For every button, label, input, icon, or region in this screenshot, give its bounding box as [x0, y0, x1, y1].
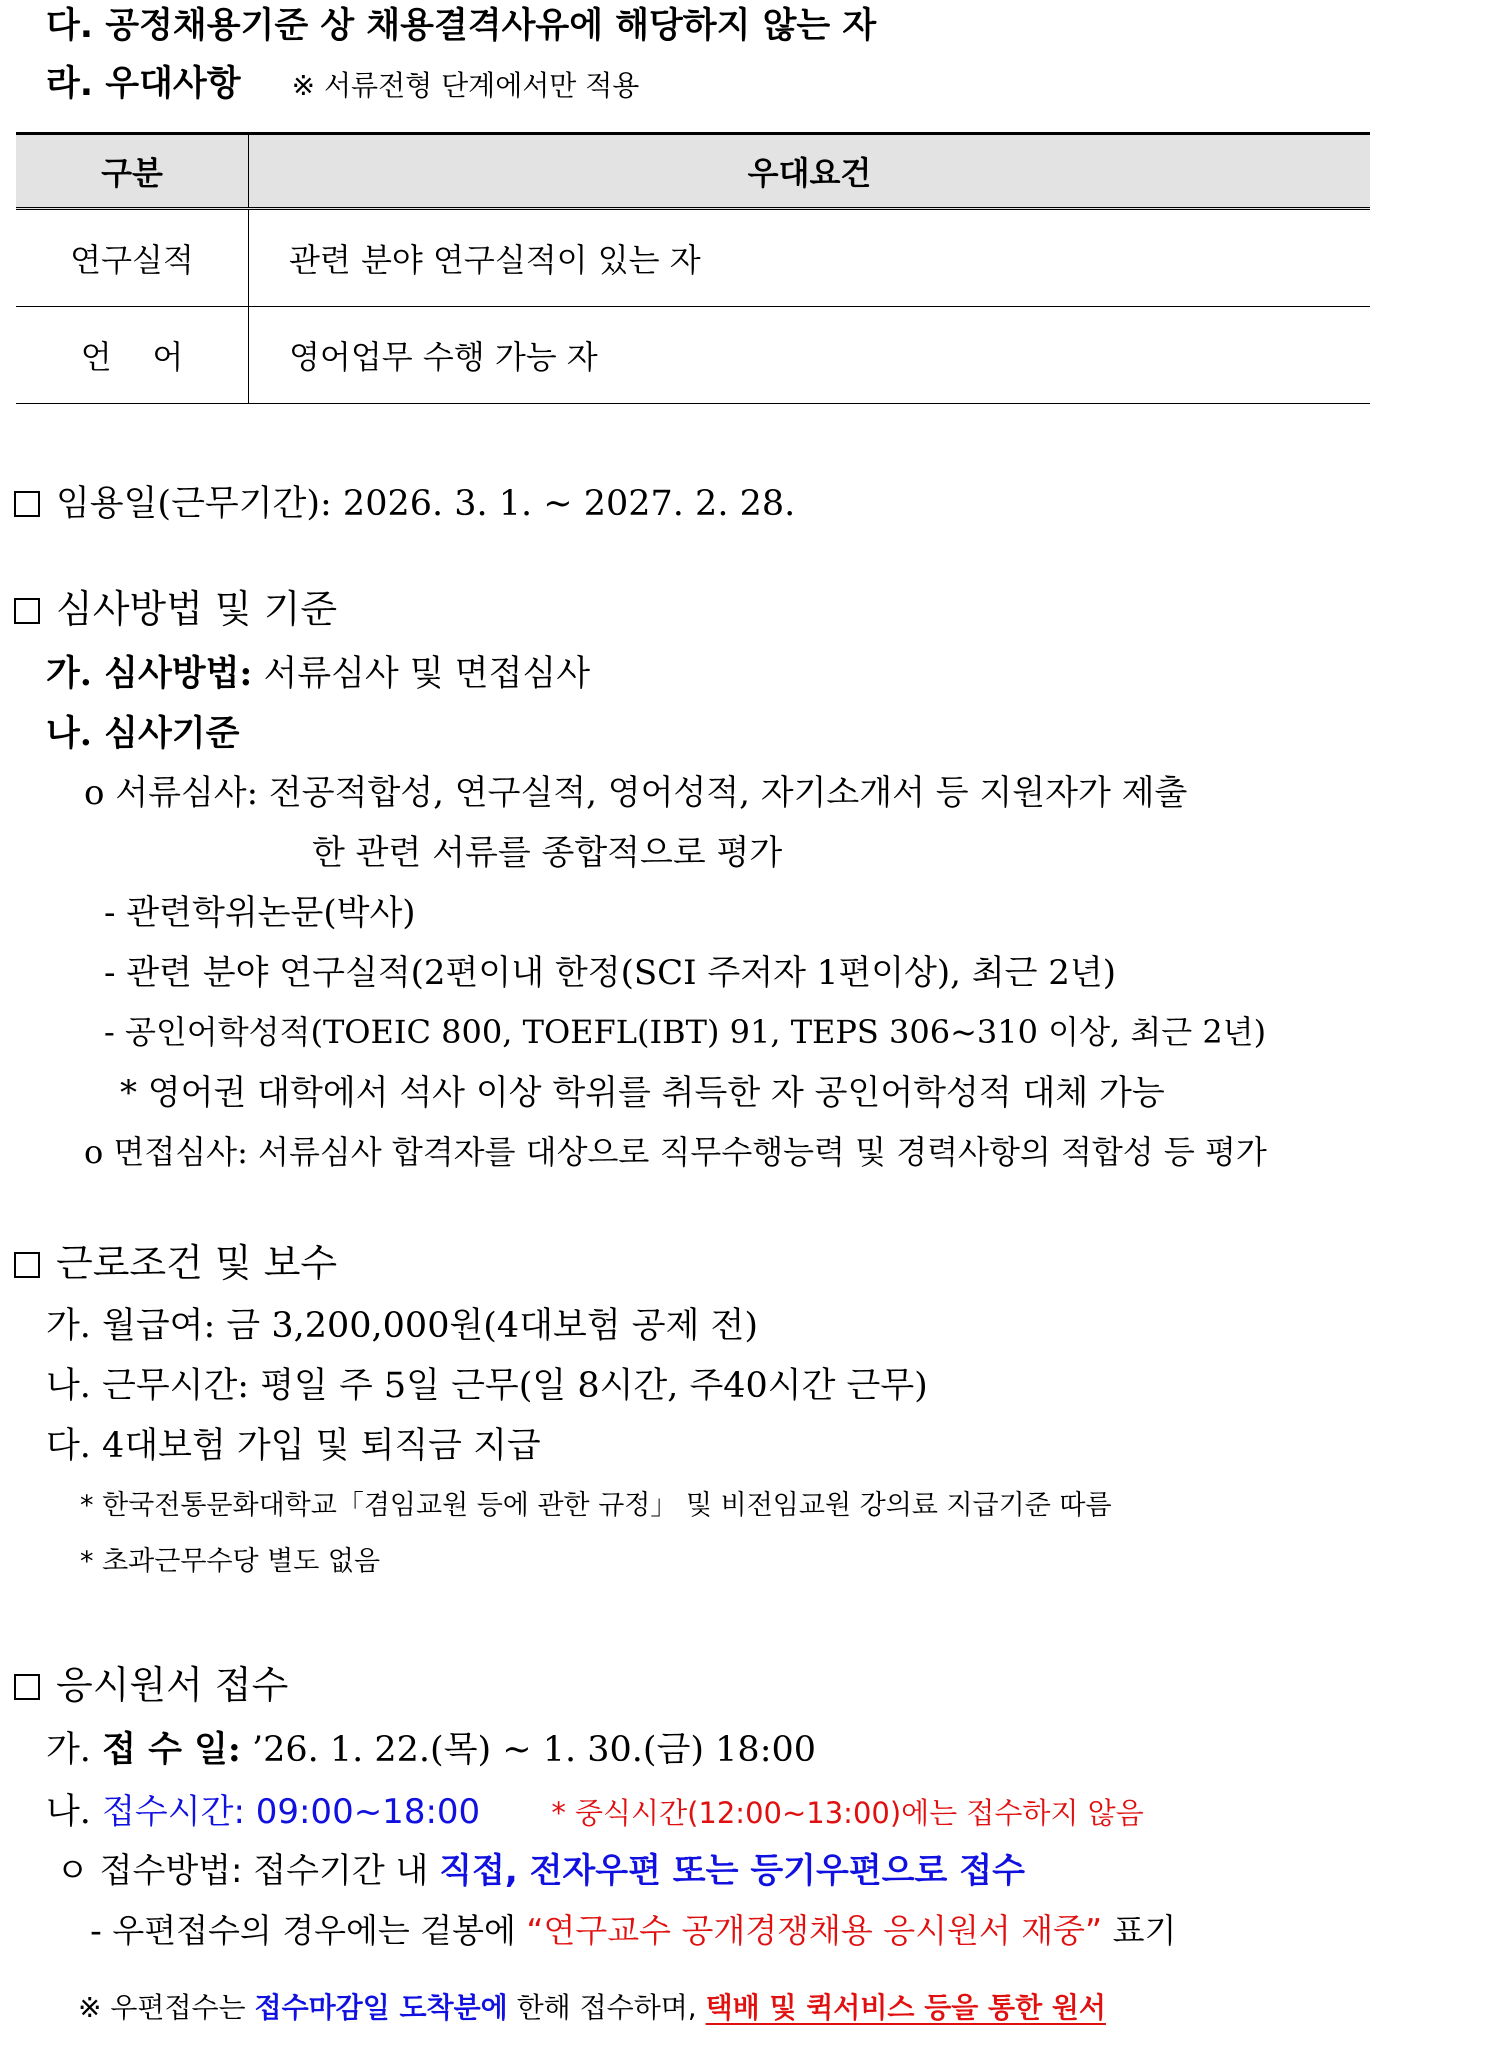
- table-header-row: [16, 134, 1370, 209]
- checkbox-square-icon: [14, 491, 40, 517]
- screening-method-label: 가. 심사방법:: [46, 653, 253, 694]
- screening-method-value: 서류심사 및 면접심사: [263, 654, 591, 694]
- application-time-note: * 중식시간(12:00~13:00)에는 접수하지 않음: [551, 1796, 1144, 1830]
- screening-note: * 영어권 대학에서 석사 이상 학위를 취득한 자 공인어학성적 대체 가능: [120, 1073, 1165, 1113]
- application-heading: [14, 1664, 288, 1708]
- row-category: 언 어: [16, 307, 249, 404]
- screening-heading: [14, 588, 337, 632]
- screening-doc-line2: 한 관련 서류를 종합적으로 평가: [312, 833, 783, 873]
- checkbox-square-icon: [14, 1252, 40, 1278]
- application-time-prefix: 나.: [46, 1792, 91, 1832]
- header-requirement: 우대요건: [249, 134, 1371, 209]
- application-time-label: 접수시간: 09:00~18:00: [102, 1792, 481, 1832]
- application-method: [56, 1852, 1025, 1891]
- application-time: [46, 1792, 1144, 1832]
- screening-bullet: - 관련학위논문(박사): [104, 893, 416, 933]
- conditions-heading-text: 근로조건 및 보수: [56, 1241, 338, 1285]
- appointment-value: 2026. 3. 1. ~ 2027. 2. 28.: [342, 484, 796, 524]
- application-post-prefix: - 우편접수의 경우에는 겉봉에: [90, 1911, 516, 1950]
- appointment-label: 임용일(근무기간):: [56, 484, 332, 524]
- application-post-suffix: 표기: [1112, 1911, 1177, 1950]
- application-date-label: 접 수 일:: [102, 1729, 241, 1770]
- application-last-mid: 한해 접수하며,: [516, 1991, 697, 2024]
- screening-method: [46, 654, 590, 694]
- conditions-note: * 초과근무수당 별도 없음: [80, 1546, 381, 1577]
- screening-doc-line1: o 서류심사: 전공적합성, 연구실적, 영어성적, 자기소개서 등 지원자가 제출: [84, 773, 1188, 813]
- conditions-heading: [14, 1242, 337, 1286]
- application-date: [46, 1730, 816, 1770]
- screening-bullet: - 관련 분야 연구실적(2편이내 한정(SCI 주저자 1편이상), 최근 2년): [104, 953, 1117, 993]
- item-ra-title: 라. 우대사항: [46, 64, 241, 104]
- screening-heading-text: 심사방법 및 기준: [56, 587, 338, 631]
- application-last-prefix: ※ 우편접수는: [78, 1991, 246, 2024]
- table-row: [16, 307, 1370, 404]
- screening-criteria-label: 나. 심사기준: [46, 713, 240, 754]
- application-last-red: 택배 및 퀵서비스 등을 통한 원서: [705, 1991, 1106, 2024]
- screening-bullet: - 공인어학성적(TOEIC 800, TOEFL(IBT) 91, TEPS 306~310 이상, 최근 2년): [104, 1013, 1267, 1051]
- application-method-prefix: ㅇ 접수방법: 접수기간 내: [56, 1851, 429, 1891]
- item-ra: [46, 64, 639, 104]
- conditions-item: 가. 월급여: 금 3,200,000원(4대보험 공제 전): [46, 1306, 758, 1346]
- application-post: [90, 1912, 1176, 1950]
- conditions-item: 나. 근무시간: 평일 주 5일 근무(일 8시간, 주40시간 근무): [46, 1366, 928, 1406]
- header-category: 구분: [16, 134, 249, 209]
- application-date-value: ’26. 1. 22.(목) ~ 1. 30.(금) 18:00: [251, 1730, 817, 1770]
- checkbox-square-icon: [14, 598, 40, 624]
- application-last: [78, 1992, 1106, 2024]
- table-row: [16, 209, 1370, 307]
- application-method-value: 직접, 전자우편 또는 등기우편으로 접수: [439, 1851, 1025, 1891]
- row-requirement: 관련 분야 연구실적이 있는 자: [249, 209, 1371, 307]
- application-date-prefix: 가.: [46, 1730, 91, 1770]
- application-last-blue: 접수마감일 도착분에: [254, 1991, 508, 2024]
- checkbox-square-icon: [14, 1674, 40, 1700]
- appointment-line: [14, 484, 795, 524]
- conditions-item: 다. 4대보험 가입 및 퇴직금 지급: [46, 1426, 541, 1466]
- screening-interview: o 면접심사: 서류심사 합격자를 대상으로 직무수행능력 및 경력사항의 적합성 등 평가: [84, 1133, 1267, 1171]
- application-heading-text: 응시원서 접수: [56, 1663, 289, 1707]
- preference-table: [16, 132, 1370, 404]
- item-da: 다. 공정채용기준 상 채용결격사유에 해당하지 않는 자: [46, 6, 877, 46]
- conditions-note: * 한국전통문화대학교「겸임교원 등에 관한 규정」 및 비전임교원 강의료 지급기준 따름: [80, 1490, 1112, 1521]
- row-category: 연구실적: [16, 209, 249, 307]
- application-post-quote: “연구교수 공개경쟁채용 응시원서 재중”: [526, 1911, 1103, 1950]
- item-ra-note: ※ 서류전형 단계에서만 적용: [291, 69, 640, 102]
- row-requirement: 영어업무 수행 가능 자: [249, 307, 1371, 404]
